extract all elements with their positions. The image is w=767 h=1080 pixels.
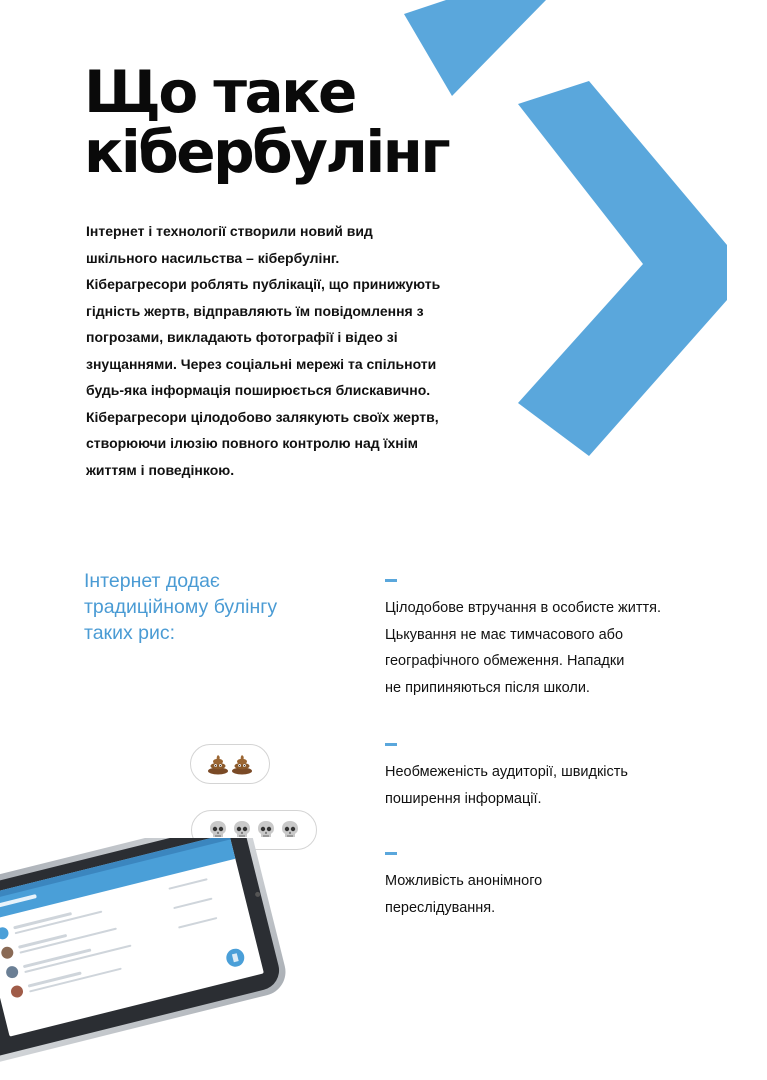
feature-line: Необмеженість аудиторії, швидкість [385,764,628,780]
feature-dash [385,743,397,746]
intro-line: знущаннями. Через соціальні мережі та спільноти [86,355,437,372]
feature-item [385,852,745,921]
intro-line: будь-яка інформація поширюється блискавично. [86,382,431,398]
feature-dash [385,852,397,855]
feature-line: географічного обмеження. Нападки [385,653,625,669]
title-line: кібербулінг [84,118,449,186]
feature-line: не припиняються після школи. [385,679,590,696]
poop-emoji-icon [231,753,253,775]
section-subheading [84,568,277,646]
title-line: Що таке [84,58,355,126]
intro-line: погрозами, викладають фотографії і відео зі [86,329,398,345]
feature-line: Можливість анонімного [385,873,543,889]
feature-line: Цілодобове втручання в особисте життя. [385,600,661,616]
subheading-line: таких рис: [84,622,176,644]
feature-text [385,868,745,921]
page-title [84,58,449,186]
intro-paragraph [86,218,486,483]
smartphone-illustration [0,838,320,1063]
feature-text [385,759,745,812]
intro-line: життям і поведінкою. [86,461,235,478]
intro-line: шкільного насильства – кібербулінг. [86,249,340,266]
intro-line: гідність жертв, відправляють їм повідомлення з [86,302,424,319]
intro-line: Кіберагресори роблять публікації, що принижують [86,276,441,292]
feature-text [385,595,745,701]
feature-line: переслідування. [385,899,496,916]
chat-bubble-poop [190,744,270,784]
feature-item [385,579,745,701]
subheading-line: Інтернет додає [84,570,220,592]
feature-line: Цькування не має тимчасового або [385,626,624,643]
subheading-line: традиційному булінгу [84,596,278,618]
chevron-arrow [518,81,727,456]
feature-item [385,743,745,812]
feature-line: поширення інформації. [385,790,542,807]
intro-line: створюючи ілюзію повного контролю над їхнім [86,435,418,451]
intro-line: Інтернет і технології створили новий вид [86,223,373,239]
poop-emoji-icon [207,753,229,775]
feature-dash [385,579,397,582]
intro-line: Кіберагресори цілодобово залякують своїх жертв, [86,408,439,425]
